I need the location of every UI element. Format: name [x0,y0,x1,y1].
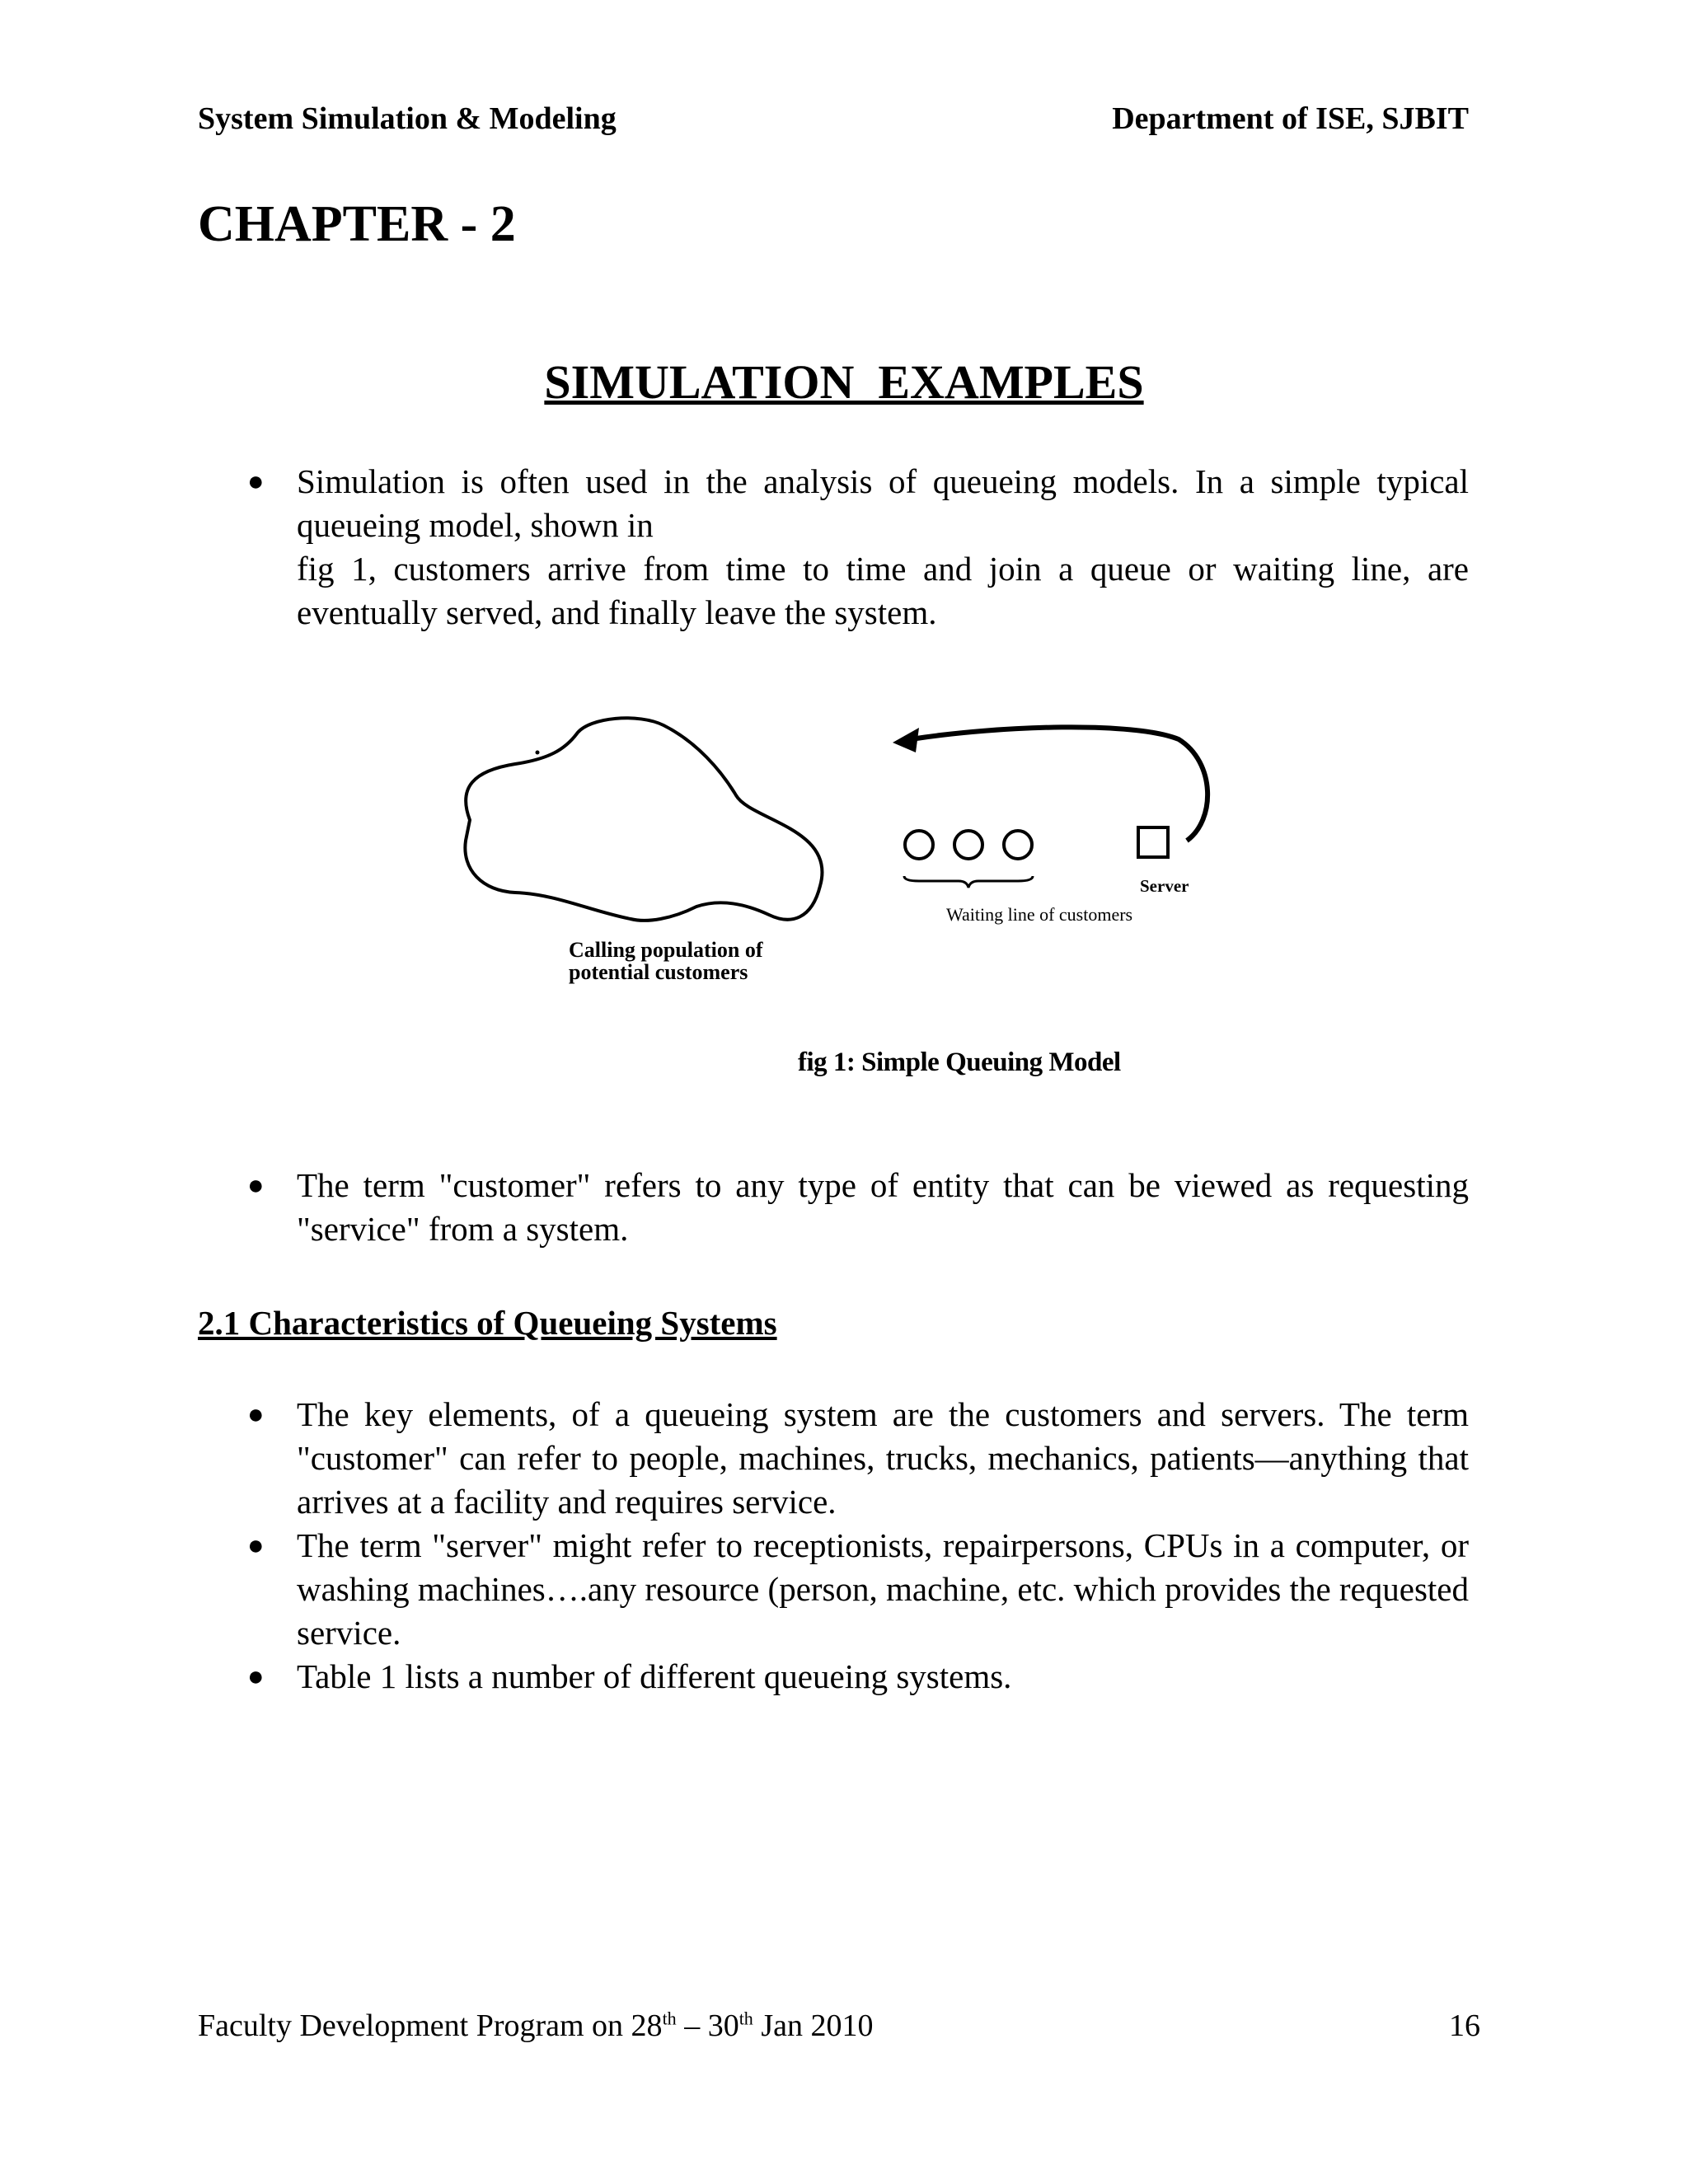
page-number: 16 [1449,2008,1480,2043]
footer-middle: – 30 [676,2008,739,2043]
bullet-icon: ● [247,466,265,497]
bullet-icon: ● [247,1399,265,1430]
calling-population-blob [465,718,822,921]
server-label: Server [1140,876,1189,896]
bullet-icon: ● [247,1170,265,1201]
chapter-heading: CHAPTER - 2 [198,196,516,252]
list-item [247,1655,1469,1699]
term-bullet-list [247,1164,1469,1251]
waiting-line-brace [904,876,1033,888]
running-header-right: Department of ISE, SJBIT [1112,101,1469,136]
footer-suffix: Jan 2010 [753,2008,874,2043]
list-item [247,1524,1469,1655]
blob-speck [536,751,540,755]
intro-text-part2: fig 1, customers arrive from time to time and join a queue or waiting line, are eventually served, and finally leave the system. [297,550,1469,631]
footer-sup1: th [662,2008,677,2029]
customer-circle [954,831,982,859]
running-header-left: System Simulation & Modeling [198,101,617,136]
list-item [247,460,1469,635]
bullet-text: Table 1 lists a number of different queueing systems. [297,1657,1012,1695]
footer-program [198,2006,873,2046]
arrow-head-icon [893,728,919,752]
page-title: SIMULATION EXAMPLES [544,355,1144,409]
intro-text-part1: Simulation is often used in the analysis of queueing models. In a simple typical queueing model, shown in [297,462,1469,544]
list-item [247,1164,1469,1251]
server-square [1138,827,1168,857]
intro-bullet-list [247,460,1469,635]
waiting-line-label: Waiting line of customers [946,904,1133,925]
section-bullet-list [247,1393,1469,1699]
bullet-text: The key elements, of a queueing system are the customers and servers. The term "customer" can refer to people, machines, trucks, mechanics, patients—anything that arrives at a facility and requires service. [297,1395,1469,1521]
bullet-icon: ● [247,1661,265,1692]
calling-population-label-line2: potential customers [569,960,748,984]
section-heading: 2.1 Characteristics of Queueing Systems [198,1304,777,1342]
customer-circle [905,831,933,859]
queueing-model-diagram [424,705,1216,1010]
bullet-text: The term "server" might refer to receptionists, repairpersons, CPUs in a computer, or washing machines….any resource (person, machine, etc. which provides the requested service. [297,1526,1469,1652]
customer-circle [1004,831,1032,859]
calling-population-label-line1: Calling population of [569,938,763,962]
footer-prefix: Faculty Development Program on 28 [198,2008,663,2043]
figure-caption: fig 1: Simple Queuing Model [798,1047,1121,1077]
return-arrow [911,727,1207,841]
list-item [247,1393,1469,1524]
bullet-icon: ● [247,1530,265,1561]
footer-sup2: th [738,2008,753,2029]
term-text: The term "customer" refers to any type of entity that can be viewed as requesting "service" from a system. [297,1166,1469,1248]
